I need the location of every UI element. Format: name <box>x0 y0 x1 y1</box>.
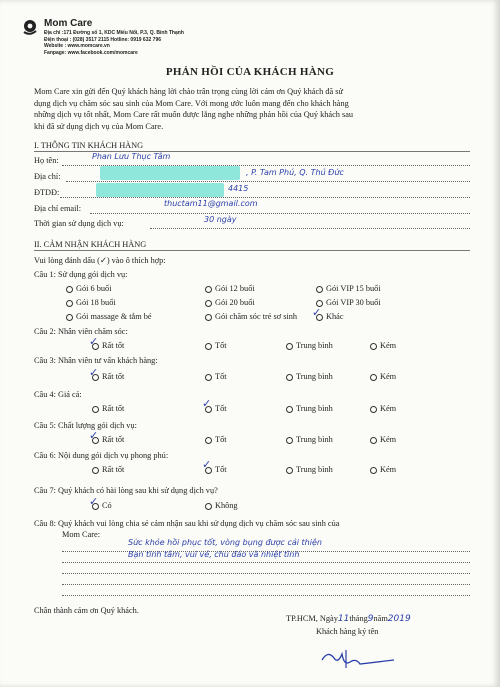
signature-date: TP.HCM, Ngày11tháng9năm2019 <box>286 614 411 624</box>
form-title: PHẢN HỒI CỦA KHÁCH HÀNG <box>165 66 335 78</box>
phone-value: 4415 <box>228 184 249 193</box>
q7-option-yes[interactable]: Có <box>92 501 112 510</box>
q4-checkmark-icon: ✓ <box>202 397 212 410</box>
q2-checkmark-icon: ✓ <box>89 335 99 348</box>
header-website: Website : www.momcare.vn <box>44 43 110 49</box>
q2-option-good[interactable]: Tốt <box>205 341 227 350</box>
redacted-address-mask <box>100 166 240 180</box>
email-value: thuctam11@gmail.com <box>164 199 258 208</box>
redacted-phone-mask <box>96 183 224 197</box>
q1-option-vip30[interactable]: Gói VIP 30 buổi <box>316 298 381 307</box>
q3-option-poor[interactable]: Kém <box>370 372 396 381</box>
q1-option-6[interactable]: Gói 6 buổi <box>66 284 112 293</box>
q6-option-good[interactable]: Tốt <box>205 465 227 474</box>
q5-option-average[interactable]: Trung bình <box>286 435 333 444</box>
q1-option-vip15[interactable]: Gói VIP 15 buổi <box>316 284 381 293</box>
q8-answer-line-1: Sức khỏe hồi phục tốt, vòng bụng được cải thiện <box>128 538 322 547</box>
section-2-heading: II. CẢM NHẬN KHÁCH HÀNG <box>34 240 147 249</box>
header-phone: Điện thoại : (028) 3517 2115 Hotline: 0919 632 796 <box>44 36 162 43</box>
q1-option-12[interactable]: Gói 12 buổi <box>205 284 255 293</box>
q6-option-poor[interactable]: Kém <box>370 465 396 474</box>
phone-label: ĐTDĐ: <box>34 188 60 197</box>
q1-option-18[interactable]: Gói 18 buổi <box>66 298 116 307</box>
q1-label: Câu 1: Sử dụng gói dịch vụ: <box>34 270 128 279</box>
signature-label: Khách hàng ký tên <box>316 627 379 636</box>
q5-label: Câu 5: Chất lượng gói dịch vụ: <box>34 421 137 430</box>
intro-line-3: những dịch vụ tốt nhất, Mom Care rất muốn được lắng nghe những phản hồi của Quý khách sau <box>34 110 354 119</box>
handwritten-signature-icon <box>316 640 406 672</box>
q3-option-very-good[interactable]: Rất tốt <box>92 372 124 381</box>
q7-checkmark-icon: ✓ <box>89 495 99 508</box>
q2-option-poor[interactable]: Kém <box>370 341 396 350</box>
q3-checkmark-icon: ✓ <box>89 366 99 379</box>
q6-checkmark-icon: ✓ <box>202 458 212 471</box>
q3-label: Câu 3: Nhân viên tư vấn khách hàng: <box>34 356 158 365</box>
q4-option-average[interactable]: Trung bình <box>286 404 333 413</box>
q8-label-2: Mom Care: <box>62 530 101 539</box>
name-label: Họ tên: <box>34 156 59 165</box>
q6-option-very-good[interactable]: Rất tốt <box>92 465 124 474</box>
duration-value: 30 ngày <box>204 215 237 224</box>
q1-option-massage[interactable]: Gói massage & tắm bé <box>66 312 152 321</box>
address-value: , P. Tam Phú, Q. Thủ Đức <box>246 168 344 177</box>
q7-label: Câu 7: Quý khách có hài lòng sau khi sử dụng dịch vụ? <box>34 486 218 495</box>
q1-option-newborn[interactable]: Gói chăm sóc trẻ sơ sinh <box>205 312 297 321</box>
name-value: Phan Lưu Thục Tâm <box>92 152 171 161</box>
q1-option-20[interactable]: Gói 20 buổi <box>205 298 255 307</box>
section-1-heading: I. THÔNG TIN KHÁCH HÀNG <box>34 141 144 150</box>
intro-line-2: dụng dịch vụ chăm sóc sau sinh của Mom Care. Với mong ước luôn mang đến cho khách hàng <box>34 98 349 108</box>
email-label: Địa chỉ email: <box>34 204 81 213</box>
mom-care-logo-icon <box>22 15 44 37</box>
header-fanpage: Fanpage: www.facebook.com/momcare <box>44 49 138 56</box>
duration-label: Thời gian sử dụng dịch vụ: <box>34 219 124 228</box>
q3-option-average[interactable]: Trung bình <box>286 372 333 381</box>
q4-option-good[interactable]: Tốt <box>205 404 227 413</box>
header-address: Địa chỉ :171 Đường số 1, KDC Miếu Nổi, P.3, Q. Bình Thạnh <box>44 30 184 36</box>
q2-label: Câu 2: Nhân viên chăm sóc: <box>34 327 128 336</box>
address-label: Địa chỉ: <box>34 172 61 181</box>
instruction: Vui lòng đánh dấu (✓) vào ô thích hợp: <box>34 256 166 265</box>
q6-option-average[interactable]: Trung bình <box>286 465 333 474</box>
q1-option-other[interactable]: Khác <box>316 312 344 321</box>
q8-answer-line-2: Bạn tinh tâm, vui vẻ, chu đáo và nhiệt tình <box>128 550 300 559</box>
intro-line-4: khi đã sử dụng dịch vụ của Mom Care. <box>34 121 164 131</box>
q7-option-no[interactable]: Không <box>205 501 238 510</box>
q4-option-poor[interactable]: Kém <box>370 404 396 413</box>
q2-option-average[interactable]: Trung bình <box>286 341 333 350</box>
q6-label: Câu 6: Nội dung gói dịch vụ phong phú: <box>34 451 169 460</box>
q2-option-very-good[interactable]: Rất tốt <box>92 341 124 350</box>
q5-option-very-good[interactable]: Rất tốt <box>92 435 124 444</box>
q4-option-very-good[interactable]: Rất tốt <box>92 404 124 413</box>
brand-name: Mom Care <box>44 18 93 29</box>
closing-text: Chân thành cảm ơn Quý khách. <box>34 606 139 615</box>
q3-option-good[interactable]: Tốt <box>205 372 227 381</box>
intro-line-1: Mom Care xin gửi đến Quý khách hàng lời chào trân trọng cùng lời cám ơn Quý khách đã sử <box>34 87 344 96</box>
q5-option-poor[interactable]: Kém <box>370 435 396 444</box>
q5-checkmark-icon: ✓ <box>89 429 99 442</box>
q8-label-1: Câu 8: Quý khách vui lòng chia sẻ cảm nhận sau khi sử dụng dịch vụ chăm sóc sau sinh của <box>34 519 340 528</box>
q5-option-good[interactable]: Tốt <box>205 435 227 444</box>
q1-checkmark-icon: ✓ <box>312 306 322 319</box>
q4-label: Câu 4: Giá cả: <box>34 390 82 399</box>
